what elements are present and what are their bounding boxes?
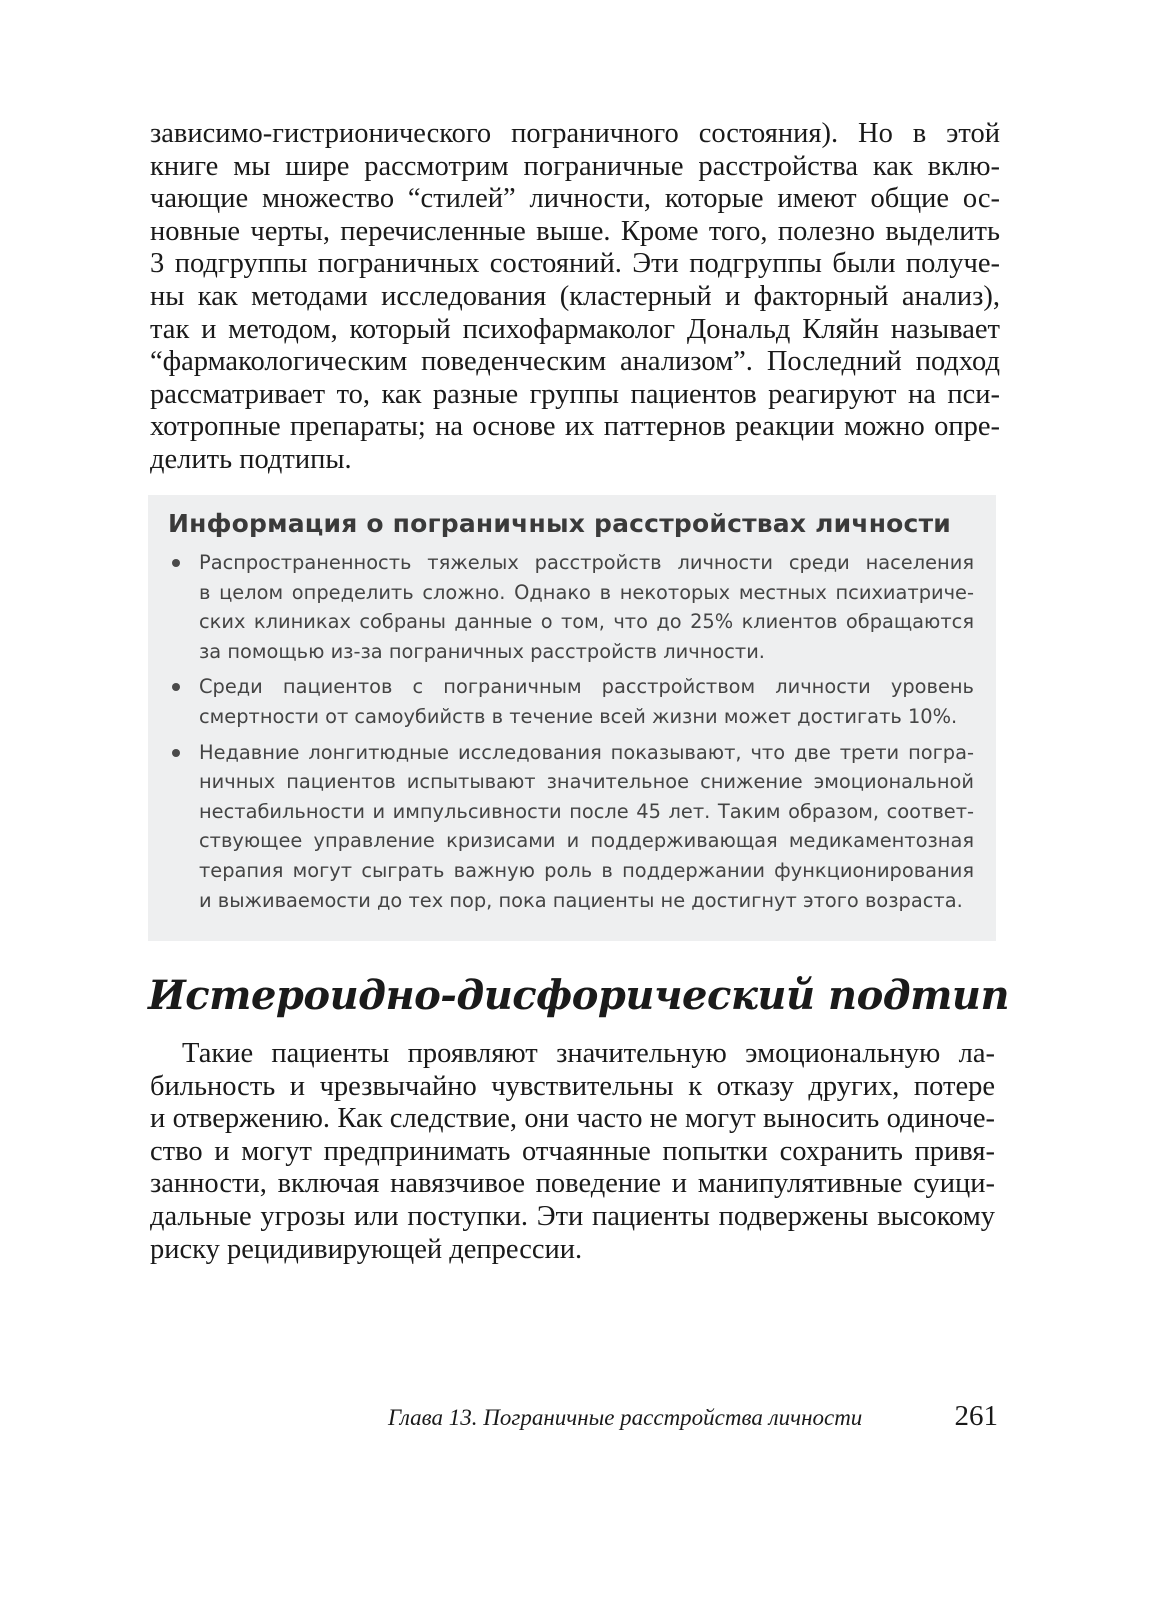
page-footer xyxy=(388,1400,998,1433)
bullet-line: и выживаемости до тех пор, пока пациенты не достигнут этого возраста. xyxy=(199,888,963,912)
bullet-line: терапия могут сыграть важную роль в поддержании функционирования xyxy=(199,858,974,882)
intro-text xyxy=(150,118,1000,477)
bullet-item xyxy=(168,548,974,666)
bullet-line: Распространенность тяжелых расстройств личности среди населения xyxy=(199,551,974,574)
text-line: книге мы шире рассмотрим пограничные расстройства как вклю- xyxy=(150,150,1000,182)
bullet-line: Среди пациентов с пограничным расстройством личности уровень xyxy=(199,675,974,699)
text-line: хотропные препараты; на основе их паттернов реакции можно опре- xyxy=(150,411,1000,443)
info-box xyxy=(148,495,996,941)
text-line: ство и могут предпринимать отчаянные попытки сохранить привя- xyxy=(150,1135,995,1167)
text-line: риску рецидивирующей депрессии. xyxy=(150,1233,583,1265)
info-box-bullets xyxy=(168,548,974,915)
intro-paragraph xyxy=(150,118,1000,477)
text-line: занности, включая навязчивое поведение и манипулятивные суици- xyxy=(150,1168,995,1200)
text-line: так и методом, который психофармаколог Дональд Кляйн называет xyxy=(150,313,1000,345)
text-line: бильность и чрезвычайно чувствительны к отказу других, потере xyxy=(150,1070,995,1102)
bullet-line: ских клиниках собраны данные о том, что до 25% клиентов обращаются xyxy=(199,610,974,634)
info-box-title: Информация о пограничных расстройствах личности xyxy=(168,509,951,538)
text-line: 3 подгруппы пограничных состояний. Эти подгруппы были получе- xyxy=(150,248,1000,280)
text-line: чающие множество “стилей” личности, которые имеют общие ос- xyxy=(150,183,1000,215)
section-paragraph xyxy=(150,1038,995,1266)
text-line: новные черты, перечисленные выше. Кроме того, полезно выделить xyxy=(150,215,1000,247)
text-line: делить подтипы. xyxy=(150,443,352,475)
bullet-item xyxy=(168,672,974,731)
bullet-icon xyxy=(172,559,180,567)
bullet-icon xyxy=(172,749,180,757)
bullet-line: ничных пациентов испытывают значительное снижение эмоциональной xyxy=(199,770,974,794)
text-line: “фармакологическим поведенческим анализом”. Последний подход xyxy=(150,346,1000,378)
bullet-line: в целом определить сложно. Однако в некоторых местных психиатриче- xyxy=(199,580,974,604)
text-line: и отвержению. Как следствие, они часто не могут выносить одиноче- xyxy=(150,1103,995,1135)
text-line: рассматривает то, как разные группы пациентов реагируют на пси- xyxy=(150,378,1000,410)
text-line: ны как методами исследования (кластерный и факторный анализ), xyxy=(150,280,1000,312)
bullet-line: смертности от самоубийств в течение всей жизни может достигать 10%. xyxy=(199,704,958,728)
page-number: 261 xyxy=(954,1400,998,1432)
section-text xyxy=(150,1038,995,1266)
text-line: дальные угрозы или поступки. Эти пациенты подвержены высокому xyxy=(150,1200,995,1232)
bullet-line: нестабильности и импульсивности после 45 лет. Таким образом, соответ- xyxy=(199,799,974,823)
bullet-line: за помощью из-за пограничных расстройств личности. xyxy=(199,639,765,663)
bullet-item xyxy=(168,738,974,916)
text-line: Такие пациенты проявляют значительную эмоциональную ла- xyxy=(182,1038,995,1069)
text-line: зависимо-гистрионического пограничного состояния). Но в этой xyxy=(150,118,1000,149)
bullet-icon xyxy=(172,683,180,691)
section-heading: Истероидно-дисфорический подтип xyxy=(148,972,1010,1019)
bullet-line: ствующее управление кризисами и поддерживающая медикаментозная xyxy=(199,829,974,853)
running-footer-chapter: Глава 13. Пограничные расстройства личности xyxy=(388,1405,863,1430)
bullet-line: Недавние лонгитюдные исследования показывают, что две трети погра- xyxy=(199,740,974,764)
